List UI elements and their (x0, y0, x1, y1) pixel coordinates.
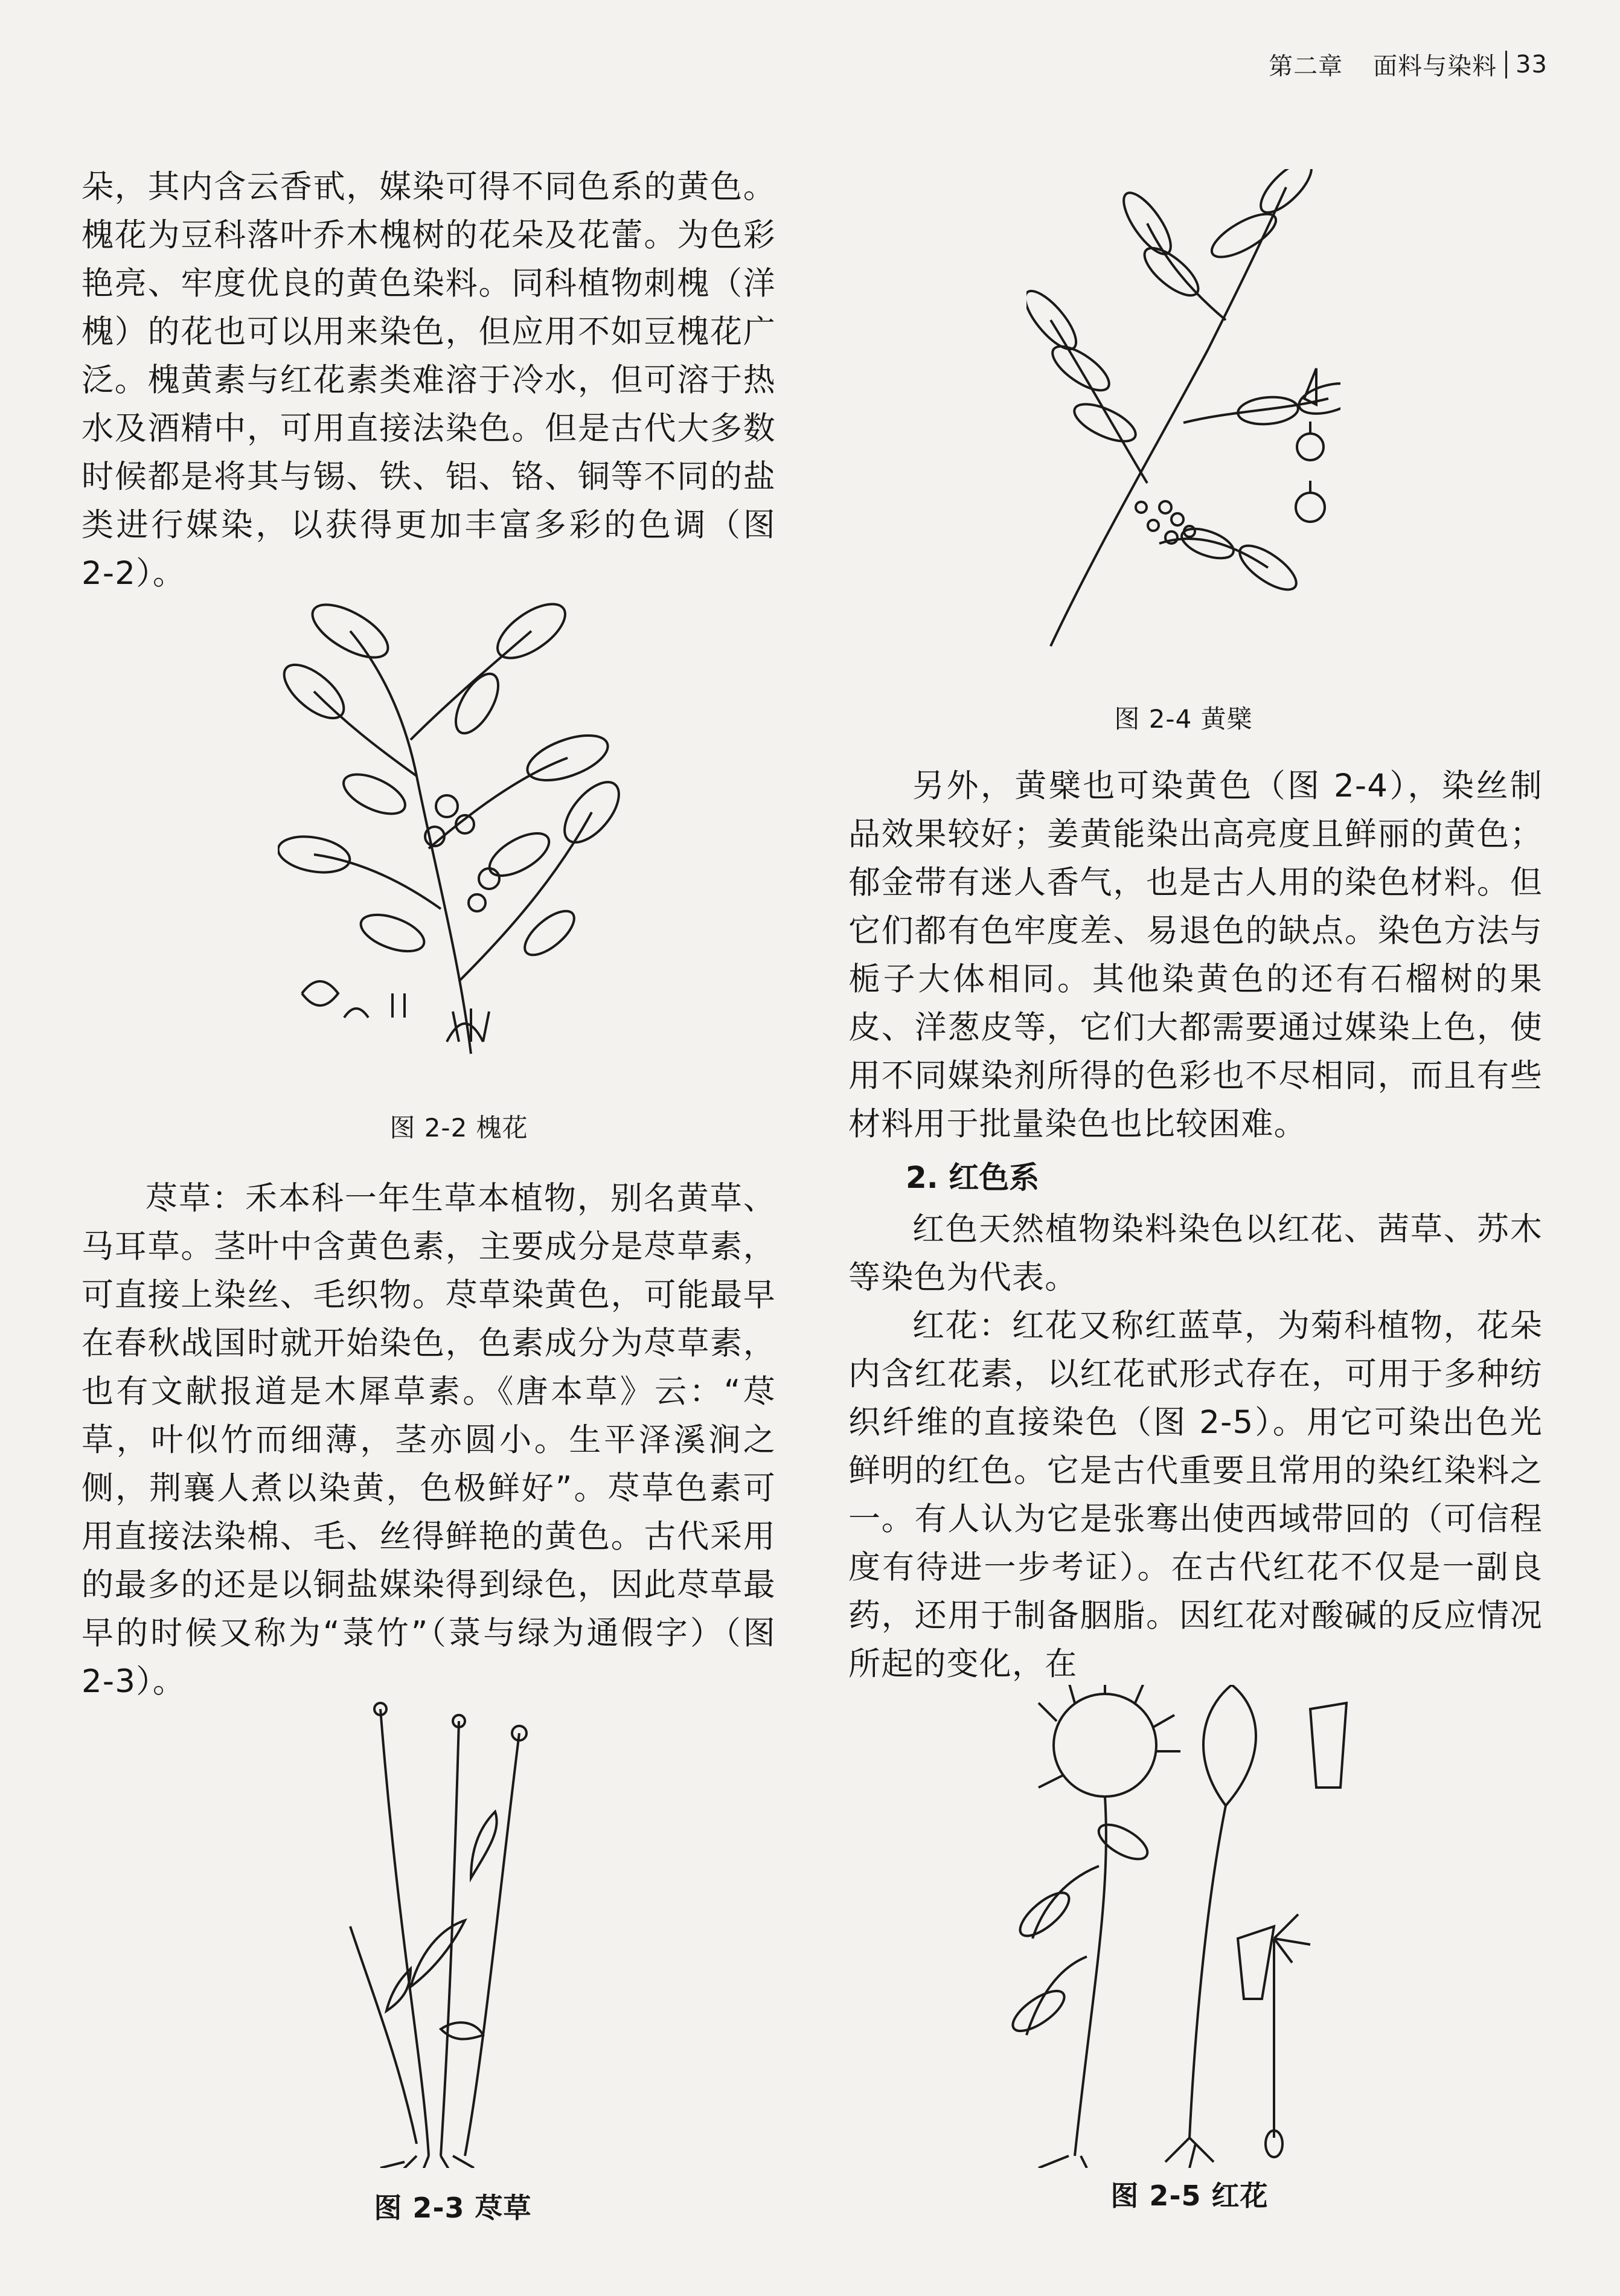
chapter-label: 第二章 (1269, 53, 1343, 80)
phellodendron-illustration (1026, 169, 1340, 652)
left-column-top (82, 163, 776, 598)
header-divider (1505, 51, 1507, 79)
figure-caption: 图 2-3 荩草 (374, 2192, 532, 2224)
left-column-bottom (82, 1175, 776, 1706)
section-heading: 2. 红色系 (906, 1160, 1040, 1195)
figure-phellodendron (1026, 169, 1340, 652)
paragraph: 荩草：禾本科一年生草本植物，别名黄草、马耳草。茎叶中含黄色素，主要成分是荩草素，可直接上染丝、毛织物。荩草染黄色，可能最早在春秋战国时就开始染色，色素成分为荩草素，也有文献报道是木犀草素。《唐本草》云：“荩草，叶似竹而细薄，茎亦圆小。生平泽溪涧之侧，荆襄人煮以染黄，色极鲜好”。荩草色素可用直接法染棉、毛、丝得鲜艳的黄色。古代采用的最多的还是以铜盐媒染得到绿色，因此荩草最早的时候又称为“菉竹”（菉与绿为通假字）（图 2-3）。 (82, 1180, 776, 1700)
figure-caption: 图 2-4 黄檗 (1114, 704, 1253, 734)
figure-sophora-flower (278, 595, 640, 1066)
paragraph: 红花：红花又称红蓝草，为菊科植物，花朵内含红花素，以红花甙形式存在，可用于多种纺织纤维的直接染色（图 2-5）。用它可染出色光鲜明的红色。它是古代重要且常用的染红染料之一。有人认为它是张骞出使西域带回的（可信程度有待进一步考证）。在古代红花不仅是一副良药，还用于制备胭脂。因红花对酸碱的反应情况所起的变化，在 (848, 1307, 1543, 1682)
paragraph: 红色天然植物染料染色以红花、茜草、苏木等染色为代表。 (848, 1211, 1543, 1296)
figure-caption: 图 2-2 槐花 (389, 1113, 528, 1143)
figure-caption: 图 2-5 红花 (1110, 2179, 1269, 2212)
paragraph: 朵，其内含云香甙，媒染可得不同色系的黄色。槐花为豆科落叶乔木槐树的花朵及花蕾。为色彩艳亮、牢度优良的黄色染料。同科植物刺槐（洋槐）的花也可以用来染色，但应用不如豆槐花广泛。槐黄素与红花素类难溶于冷水，但可溶于热水及酒精中，可用直接法染色。但是古代大多数时候都是将其与锡、铁、铝、铬、铜等不同的盐类进行媒染，以获得更加丰富多彩的色调（图 2-2）。 (82, 168, 776, 592)
running-header (1269, 47, 1548, 82)
figure-arthraxon-grass (326, 1697, 580, 2168)
section-title: 面料与染料 (1373, 53, 1497, 80)
safflower-illustration (1008, 1685, 1371, 2168)
right-column (848, 762, 1543, 1688)
page-number: 33 (1516, 50, 1548, 79)
paragraph: 另外，黄檗也可染黄色（图 2-4），染丝制品效果较好；姜黄能染出高亮度且鲜丽的黄色；郁金带有迷人香气，也是古人用的染色材料。但它们都有色牢度差、易退色的缺点。染色方法与栀子大体相同。其他染黄色的还有石榴树的果皮、洋葱皮等，它们大都需要通过媒染上色，使用不同媒染剂所得的色彩也不尽相同，而且有些材料用于批量染色也比较困难。 (848, 768, 1543, 1143)
figure-safflower (1008, 1685, 1371, 2168)
sophora-illustration (278, 595, 640, 1066)
arthraxon-illustration (326, 1697, 580, 2168)
